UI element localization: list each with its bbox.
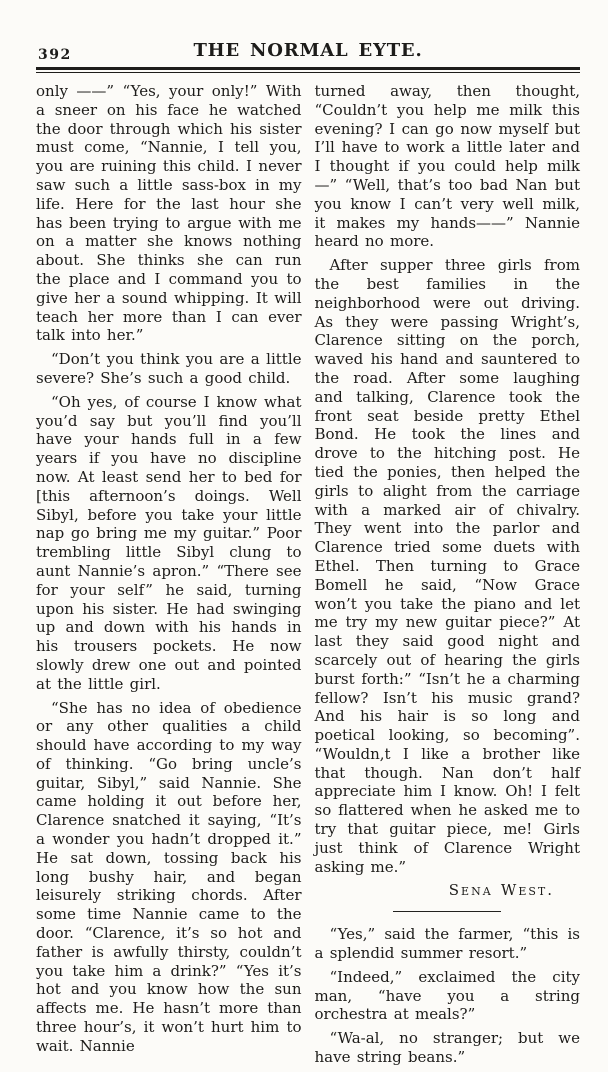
page-number: 392 (38, 47, 72, 63)
publication-title: THE NORMAL EYTE. (193, 40, 423, 61)
page-header (36, 40, 580, 64)
paragraph: “Wa-al, no stranger; but we have string beans.” (314, 1029, 580, 1067)
paragraph: “She has no idea of obedience or any other qualities a child should have according to my way of thinking. “Go bring uncle’s guitar, Sibyl,” said Nannie. She came holding it out before her, Clarence snatched it saying, “It’s a wonder you hadn’t dropped it.” He sat down, tossing back his long bushy hair, and began leisurely striking chords. After some time Nannie came to the door. “Clarence, it’s so hot and father is awfully thirsty, couldn’t you take him a drink?” “Yes it’s hot and you know how the sun affects me. He hasn’t more than three hour’s, it won’t hurt him to wait. Nannie (36, 698, 302, 1055)
section-divider (393, 911, 501, 912)
paragraph: After supper three girls from the best families in the neighborhood were out driving. As they were passing Wright’s, Clarence sitting on the porch, waved his hand and sauntered to the road. After some laughing and talking, Clarence took the front seat beside pretty Ethel Bond. He took the lines and drove to the hitching post. He tied the ponies, then helped the girls to alight from the carriage with a marked air of chivalry. They went into the parlor and Clarence tried some duets with Ethel. Then turning to Grace Bomell he said, “Now Grace won’t you take the piano and let me try my new guitar piece?” At last they said good night and scarcely out of hearing the girls burst forth:” “Isn’t he a charming fellow? Isn’t his music grand? And his hair is so long and poetical looking, so becoming”. “Wouldn,t I like a brother like that though. Nan don’t half appreciate him I know. Oh! I felt so flattered when he asked me to try that guitar piece, me! Girls just think of Clarence Wright asking me.” (314, 256, 580, 876)
byline: Sena West. (448, 881, 554, 900)
paragraph: “Indeed,” exclaimed the city man, “have you a string orchestra at meals?” (314, 967, 580, 1024)
right-column (315, 82, 581, 1072)
left-column (36, 82, 302, 1072)
paragraph: turned away, then thought, “Couldn’t you help me milk this evening? I can go now myself but I’ll have to work a little later and I thought if you could help milk—” “Well, that’s too bad Nan but you know I can’t very well milk, it makes my hands——” Nannie heard no more. (314, 82, 580, 251)
text-columns (36, 82, 580, 1072)
paragraph: “Yes,” said the farmer, “this is a splendid summer resort.” (314, 925, 580, 963)
paragraph: “Oh yes, of course I know what you’d say but you’ll find you’ll have your hands full in a few years if you have no discipline now. At least send her to bed for [this afternoon’s doings. Well Sibyl, before you take your little nap go bring me my guitar.” Poor trembling little Sibyl clung to aunt Nannie’s apron.” “There see for your self” he said, turning upon his sister. He had swinging up and down with his hands in his trousers pockets. He now slowly drew one out and pointed at the little girl. (36, 392, 302, 693)
header-rule (36, 67, 580, 73)
paragraph: “Don’t you think you are a little severe? She’s such a good child. (36, 350, 302, 387)
paragraph: only ——” “Yes, your only!” With a sneer on his face he watched the door through which his sister must come, “Nannie, I tell you, you are ruining this child. I never saw such a little sass-box in my life. Here for the last hour she has been trying to argue with me on a matter she knows nothing about. She thinks she can run the place and I command you to give her a sound whipping. It will teach her more than I can ever talk into her.” (36, 82, 302, 345)
